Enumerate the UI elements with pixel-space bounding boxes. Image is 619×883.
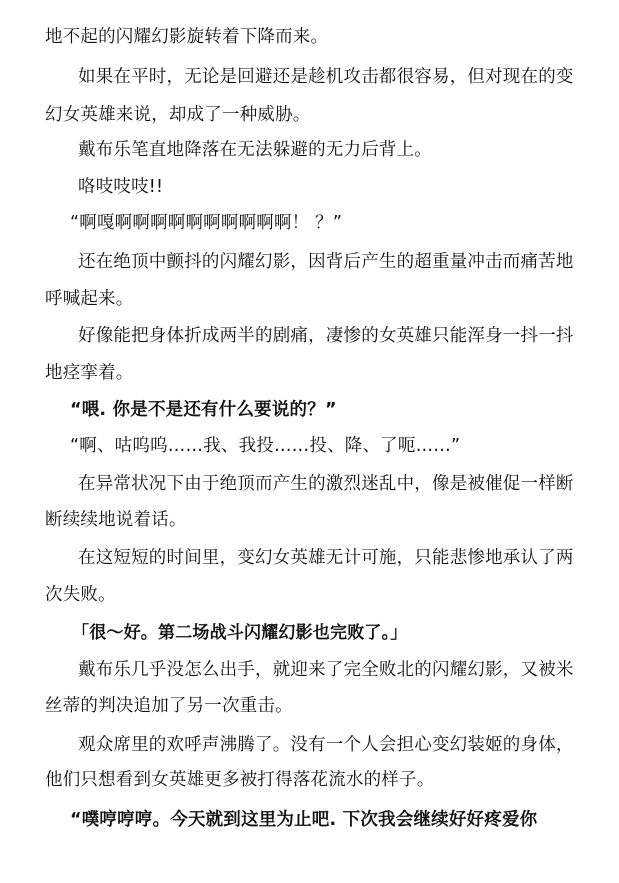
text-line-19: 丝蒂的判决追加了另一次重击。	[45, 696, 293, 716]
text-line-6: “啊嘎啊啊啊啊啊啊啊啊啊啊！ ？”	[70, 213, 343, 233]
text-line-17: 「很～好。第二场战斗闪耀幻影也完败了。」	[72, 623, 408, 643]
text-line-3: 幻女英雄来说，却成了一种威胁。	[45, 105, 311, 125]
text-line-21: 他们只想看到女英雄更多被打得落花流水的样子。	[45, 770, 435, 790]
text-line-8: 呼喊起来。	[45, 289, 134, 309]
text-line-5: 咯吱吱吱!!	[78, 177, 164, 197]
text-line-11: “喂. 你是不是还有什么要说的？”	[70, 400, 337, 420]
text-line-13: 在异常状况下由于绝顶而产生的激烈迷乱中，像是被催促一样断	[78, 474, 574, 494]
text-line-2: 如果在平时，无论是回避还是趁机攻击都很容易，但对现在的变	[78, 67, 574, 87]
text-line-9: 好像能把身体折成两半的剧痛，凄惨的女英雄只能浑身一抖一抖	[78, 326, 574, 346]
text-line-12: “啊、咕呜呜……我、我投……投、降、了呃……”	[70, 436, 461, 456]
text-line-4: 戴布乐笔直地降落在无法躲避的无力后背上。	[78, 140, 432, 160]
text-line-16: 次失败。	[45, 585, 116, 605]
text-line-14: 断续续地说着话。	[45, 510, 187, 530]
text-line-1: 地不起的闪耀幻影旋转着下降而来。	[45, 27, 329, 47]
text-line-18: 戴布乐几乎没怎么出手，就迎来了完全败北的闪耀幻影，又被米	[78, 660, 574, 680]
text-line-10: 地痉挛着。	[45, 363, 134, 383]
text-line-15: 在这短短的时间里，变幻女英雄无计可施，只能悲惨地承认了两	[78, 548, 574, 568]
text-line-22: “噗哼哼哼。今天就到这里为止吧. 下次我会继续好好疼爱你	[70, 810, 538, 830]
text-line-20: 观众席里的欢呼声沸腾了。没有一个人会担心变幻装姬的身体，	[78, 735, 574, 755]
text-line-7: 还在绝顶中颤抖的闪耀幻影，因背后产生的超重量冲击而痛苦地	[78, 252, 574, 272]
